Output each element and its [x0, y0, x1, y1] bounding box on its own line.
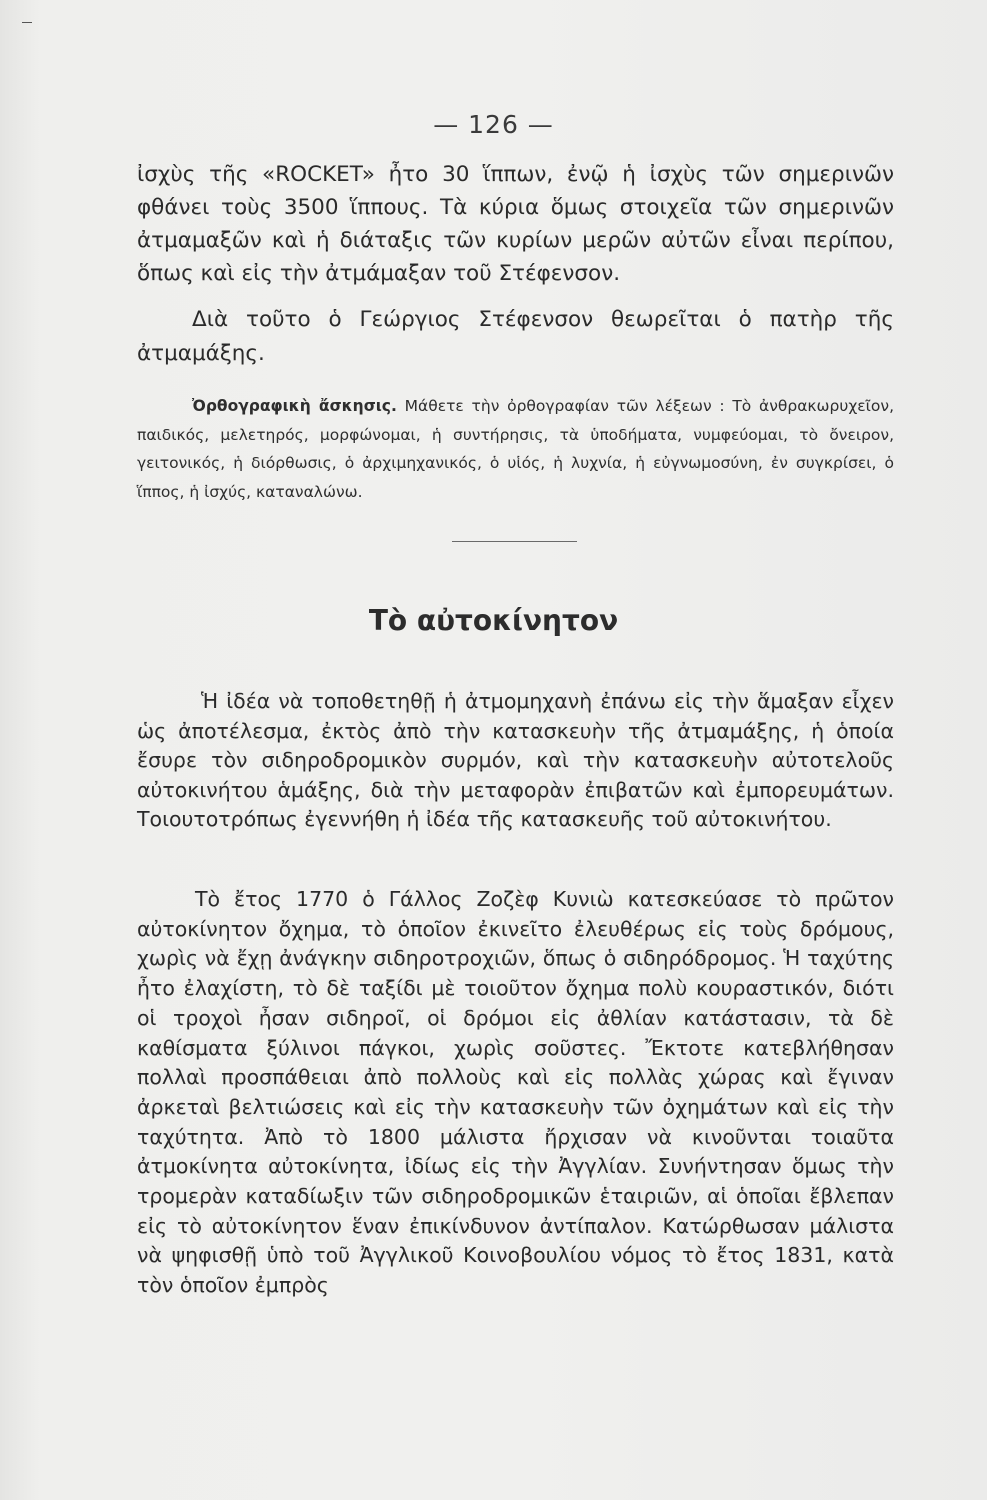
page-number: — 126 — — [433, 110, 554, 139]
section-divider — [452, 541, 577, 542]
section-title: Τὸ αὐτοκίνητον — [368, 604, 619, 637]
exercise-text: Μάθετε τὴν ὀρθογραφίαν τῶν λέξεων : Τὸ ἀνθρακωρυχεῖον, παιδικός, μελετηρός, μορφώνομαι, ἡ συντήρησις, τὰ ὑποδήματα, νυμφεύομαι, τὸ ὄνειρον, γειτονικός, ἡ διόρθωσις, ὁ ἀρχιμηχανικός, ὁ υἱός, ἡ λυχνία, ἡ εὐγνωμοσύνη, ἐν συγκρίσει, ὁ ἵππος, ἡ ἰσχύς, καταναλώνω. — [137, 397, 894, 501]
intro-paragraph: ἰσχὺς τῆς «ROCKET» ἦτο 30 ἵππων, ἐνῷ ἡ ἰσχὺς τῶν σημερινῶν φθάνει τοὺς 3500 ἵππους. Τὰ κύρια ὅμως στοιχεῖα τῶν σημερινῶν ἀτμαμαξῶν καὶ ἡ διάταξις τῶν κυρίων μερῶν αὐτῶν εἶναι περίπου, ὅπως καὶ εἰς τὴν ἀτμάμαξαν τοῦ Στέφενσον. — [137, 162, 894, 286]
spelling-exercise — [137, 392, 894, 506]
exercise-title: Ὀρθογραφικὴ ἄσκησις. — [192, 397, 397, 415]
stephenson-paragraph: Διὰ τοῦτο ὁ Γεώργιος Στέφενσον θεωρεῖται ὁ πατὴρ τῆς ἀτμαμάξης. — [137, 307, 894, 366]
automobile-paragraph-1: Ἡ ἰδέα νὰ τοποθετηθῇ ἡ ἀτμομηχανὴ ἐπάνω εἰς τὴν ἅμαξαν εἶχεν ὡς ἀποτέλεσμα, ἐκτὸς ἀπὸ τὴν κατασκευὴν τῆς ἀτμαμάξης, ἡ ὁποία ἔσυρε τὸν σιδηροδρομικὸν συρμόν, καὶ τὴν κατασκευὴν αὐτοτελοῦς αὐτοκινήτου ἁμάξης, διὰ τὴν μεταφορὰν ἐπιβατῶν καὶ ἐμπορευμάτων. Τοιουτοτρόπως ἐγεννήθη ἡ ἰδέα τῆς κατασκευῆς τοῦ αὐτοκινήτου. — [137, 689, 894, 831]
automobile-paragraph-2: Τὸ ἔτος 1770 ὁ Γάλλος Ζοζὲφ Κυνιὼ κατεσκεύασε τὸ πρῶτον αὐτοκίνητον ὄχημα, τὸ ὁποῖον ἐκινεῖτο ἐλευθέρως εἰς τοὺς δρόμους, χωρὶς νὰ ἔχῃ ἀνάγκην σιδηροτροχιῶν, ὅπως ὁ σιδηρόδρομος. Ἡ ταχύτης ἦτο ἐλαχίστη, τὸ δὲ ταξίδι μὲ τοιοῦτον ὄχημα πολὺ κουραστικόν, διότι οἱ τροχοὶ ἦσαν σιδηροῖ, οἱ δρόμοι εἰς ἀθλίαν κατάστασιν, τὰ δὲ καθίσματα ξύλινοι πάγκοι, χωρὶς σοῦστες. Ἔκτοτε κατεβλήθησαν πολλαὶ προσπάθειαι ἀπὸ πολλοὺς καὶ εἰς πολλὰς χώρας καὶ ἔγιναν ἀρκεταὶ βελτιώσεις καὶ εἰς τὴν κατασκευὴν τῶν ὀχημάτων καὶ εἰς τὴν ταχύτητα. Ἀπὸ τὸ 1800 μάλιστα ἤρχισαν νὰ κινοῦνται τοιαῦτα ἀτμοκίνητα αὐτοκίνητα, ἰδίως εἰς τὴν Ἀγγλίαν. Συνήντησαν ὅμως τὴν τρομερὰν καταδίωξιν τῶν σιδηροδρομικῶν ἑταιριῶν, αἱ ὁποῖαι ἔβλεπαν εἰς τὸ αὐτοκίνητον ἕναν ἐπικίνδυνον ἀντίπαλον. Κατώρθωσαν μάλιστα νὰ ψηφισθῇ ὑπὸ τοῦ Ἀγγλικοῦ Κοινοβουλίου νόμος τὸ ἔτος 1831, κατὰ τὸν ὁποῖον ἐμπρὸς — [137, 887, 894, 1298]
scan-corner-mark — [22, 22, 32, 23]
